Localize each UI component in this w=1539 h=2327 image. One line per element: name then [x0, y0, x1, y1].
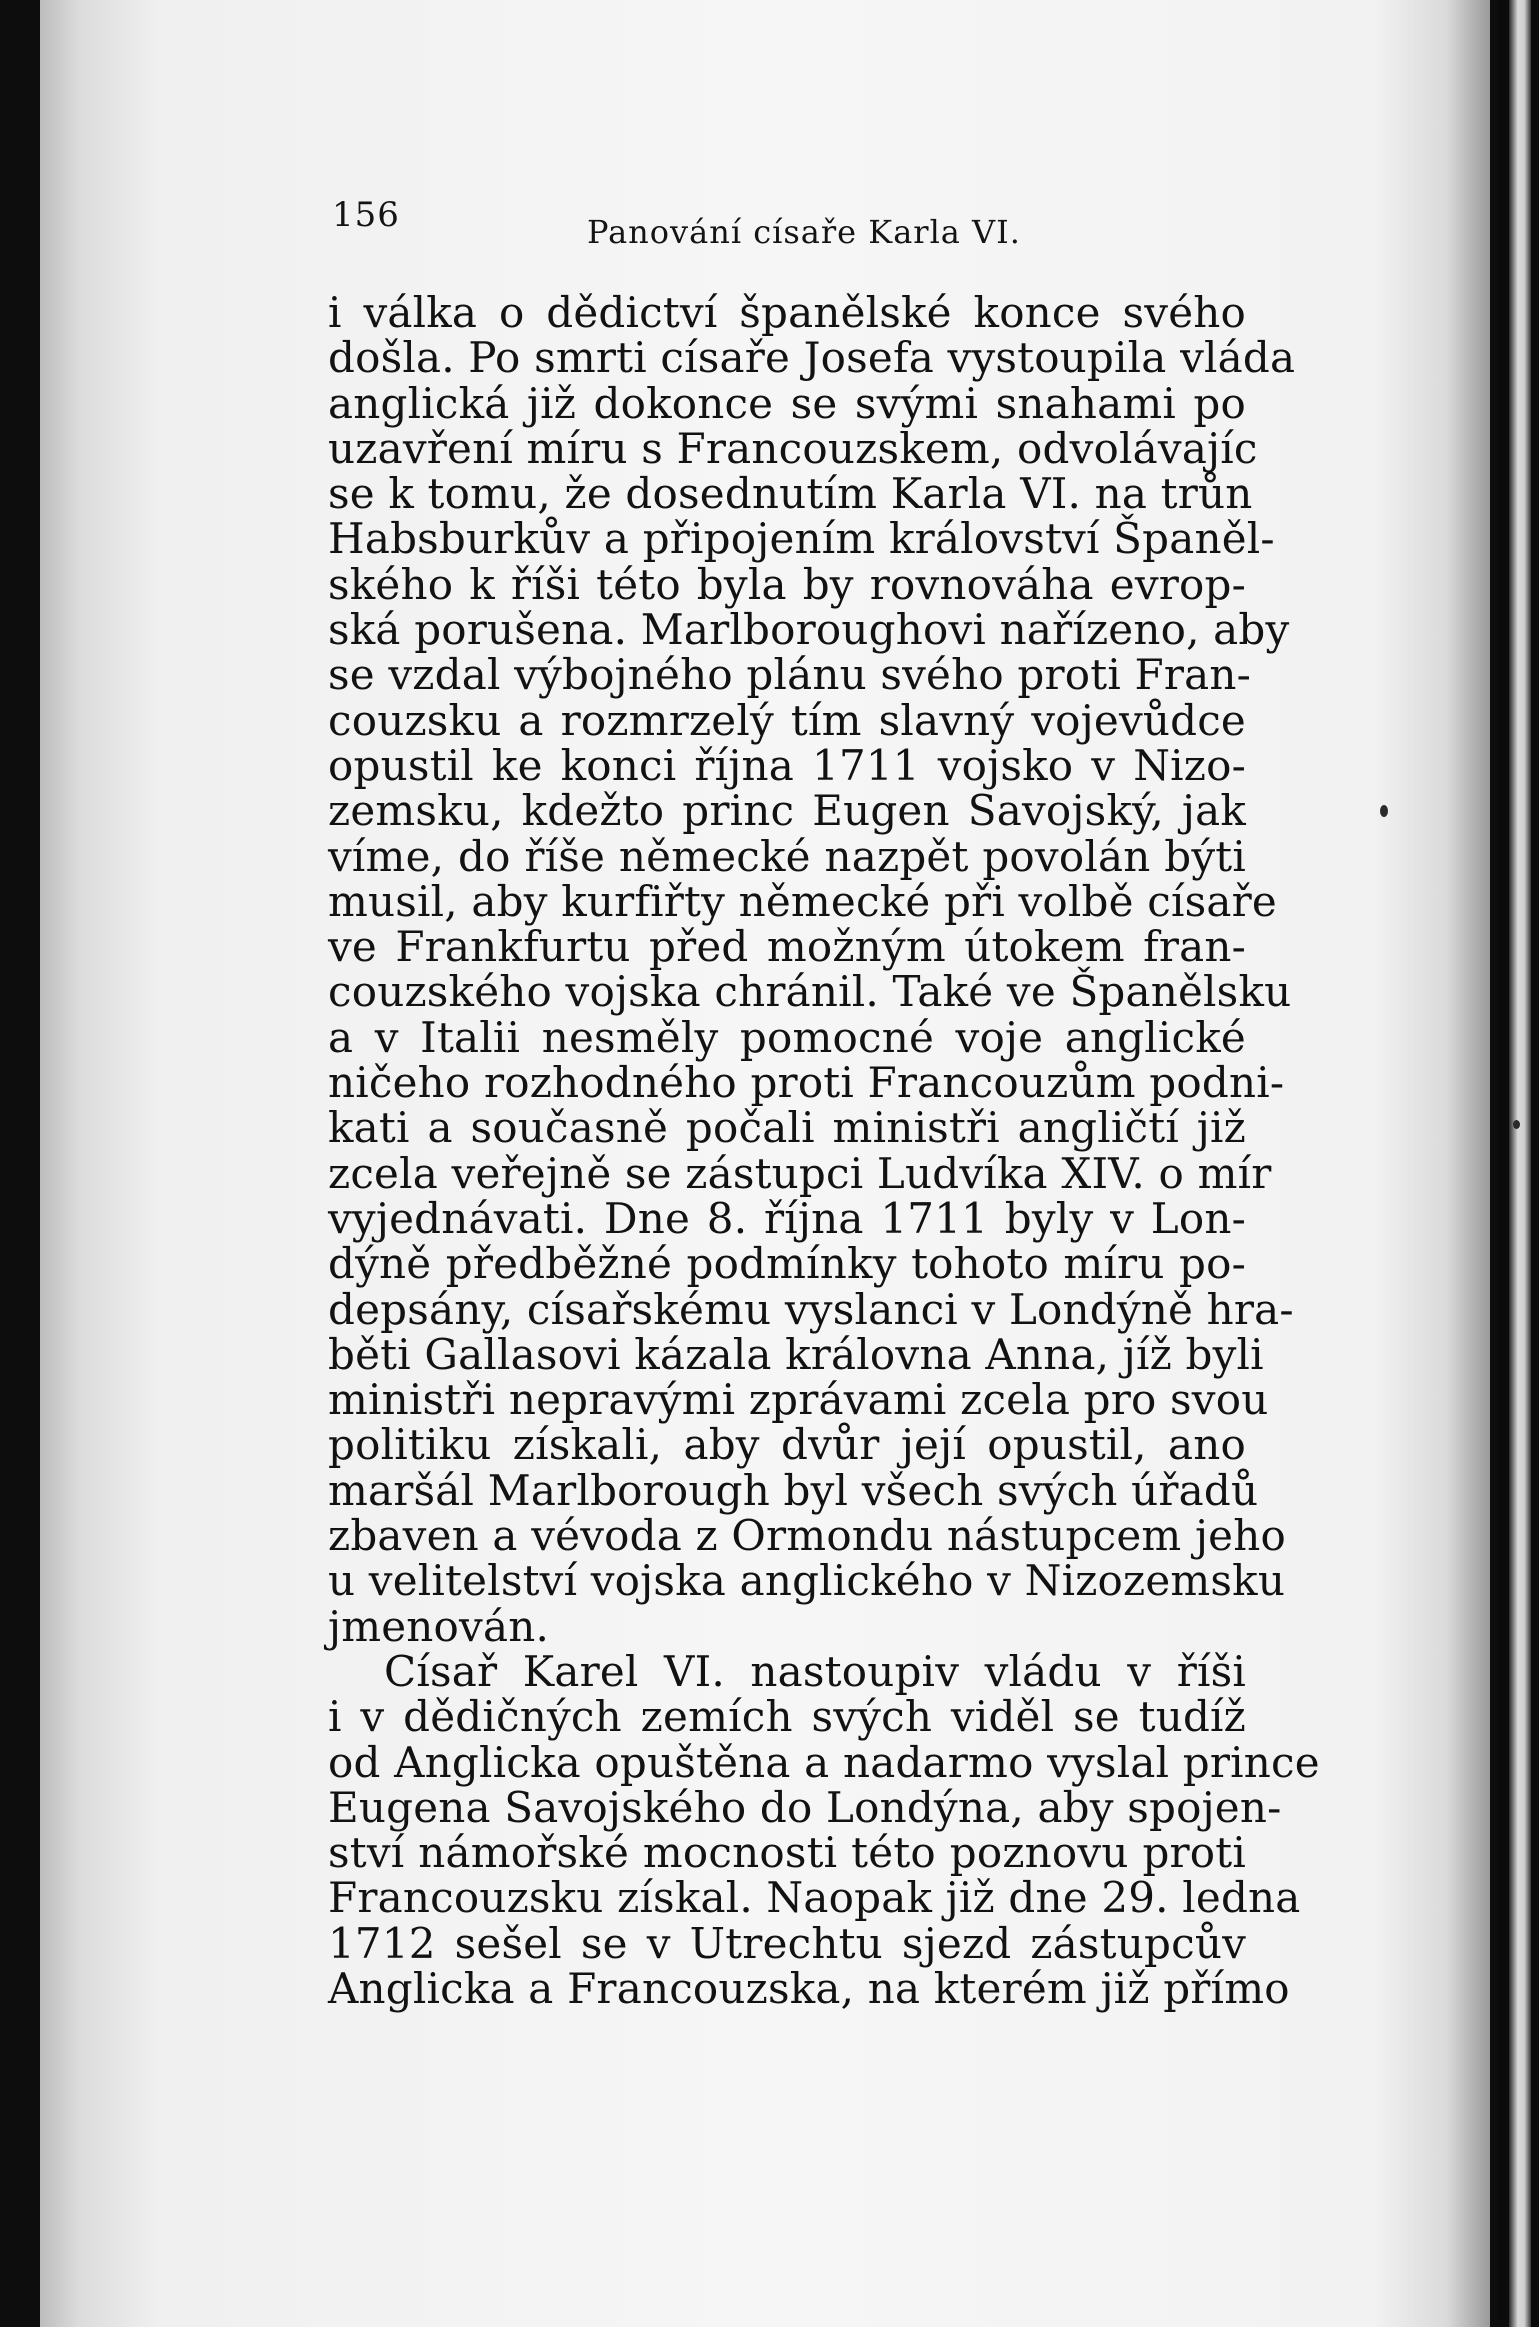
ink-speck — [1513, 1120, 1520, 1129]
running-head: Panování císaře Karla VI. — [587, 213, 1021, 251]
text-line: Habsburkův a připojením království Španěl- — [328, 514, 1275, 564]
text-line: politiku získali, aby dvůr její opustil, ano — [328, 1420, 1246, 1470]
paragraph-start-line: Císař Karel VI. nastoupiv vládu v říši — [384, 1646, 1246, 1696]
page-edge-highlight — [1509, 0, 1531, 2327]
text-line: se k tomu, že dosednutím Karla VI. na trůn — [328, 469, 1253, 519]
text-line: anglická již dokonce se svými snahami po — [328, 378, 1246, 428]
text-line: kati a současně počali ministři angličtí již — [328, 1103, 1246, 1153]
body-text — [328, 288, 1320, 2013]
text-line: ve Frankfurtu před možným útokem fran- — [328, 922, 1246, 972]
text-line: couzského vojska chránil. Také ve Španělsku — [328, 967, 1292, 1017]
text-line: maršál Marlborough byl všech svých úřadů — [328, 1465, 1259, 1515]
text-line: uzavření míru s Francouzskem, odvolávajíc — [328, 423, 1258, 473]
text-line: došla. Po smrti císaře Josefa vystoupila vláda — [328, 333, 1296, 383]
text-line: Anglicka a Francouzska, na kterém již přímo — [328, 1963, 1290, 2013]
text-line: i v dědičných zemích svých viděl se tudíž — [328, 1692, 1246, 1742]
page-number: 156 — [332, 195, 400, 235]
page-header — [332, 195, 1252, 265]
text-line: Francouzsku získal. Naopak již dne 29. ledna — [328, 1873, 1301, 1923]
text-line: ství námořské mocnosti této poznovu proti — [328, 1828, 1246, 1878]
text-line: víme, do říše německé nazpět povolán býti — [328, 831, 1246, 881]
text-line: ská porušena. Marlboroughovi nařízeno, aby — [328, 605, 1290, 655]
text-line: a v Italii nesměly pomocné voje anglické — [328, 1012, 1246, 1062]
text-line: ničeho rozhodného proti Francouzům podni- — [328, 1058, 1285, 1108]
text-line: depsány, císařskému vyslanci v Londýně hra- — [328, 1284, 1294, 1334]
page-edge — [1497, 0, 1539, 2327]
text-line: zbaven a vévoda z Ormondu nástupcem jeho — [328, 1511, 1286, 1561]
text-line: opustil ke konci října 1711 vojsko v Nizo- — [328, 740, 1246, 790]
paragraph-end-line: jmenován. — [328, 1601, 550, 1651]
text-line: od Anglicka opuštěna a nadarmo vyslal prince — [328, 1737, 1320, 1787]
text-line: musil, aby kurfiřty německé při volbě císaře — [328, 876, 1277, 926]
text-line: u velitelství vojska anglického v Nizozemsku — [328, 1556, 1286, 1606]
text-line: Eugena Savojského do Londýna, aby spojen- — [328, 1782, 1282, 1832]
text-line: běti Gallasovi kázala královna Anna, jíž byli — [328, 1329, 1264, 1379]
text-line: zcela veřejně se zástupci Ludvíka XIV. o mír — [328, 1148, 1272, 1198]
text-line: vyjednávati. Dne 8. října 1711 byly v Lon- — [328, 1193, 1246, 1243]
text-line: 1712 sešel se v Utrechtu sjezd zástupcův — [328, 1918, 1246, 1968]
ink-speck — [1380, 805, 1388, 817]
text-line: zemsku, kdežto princ Eugen Savojský, jak — [328, 786, 1246, 836]
text-line: ského k říši této byla by rovnováha evrop- — [328, 559, 1246, 609]
text-line: couzsku a rozmrzelý tím slavný vojevůdce — [328, 695, 1246, 745]
text-line: se vzdal výbojného plánu svého proti Fran- — [328, 650, 1252, 700]
text-line: i válka o dědictví španělské konce svého — [328, 288, 1246, 337]
text-line: ministři nepravými zprávami zcela pro svou — [328, 1375, 1269, 1425]
text-line: dýně předběžné podmínky tohoto míru po- — [328, 1239, 1246, 1289]
